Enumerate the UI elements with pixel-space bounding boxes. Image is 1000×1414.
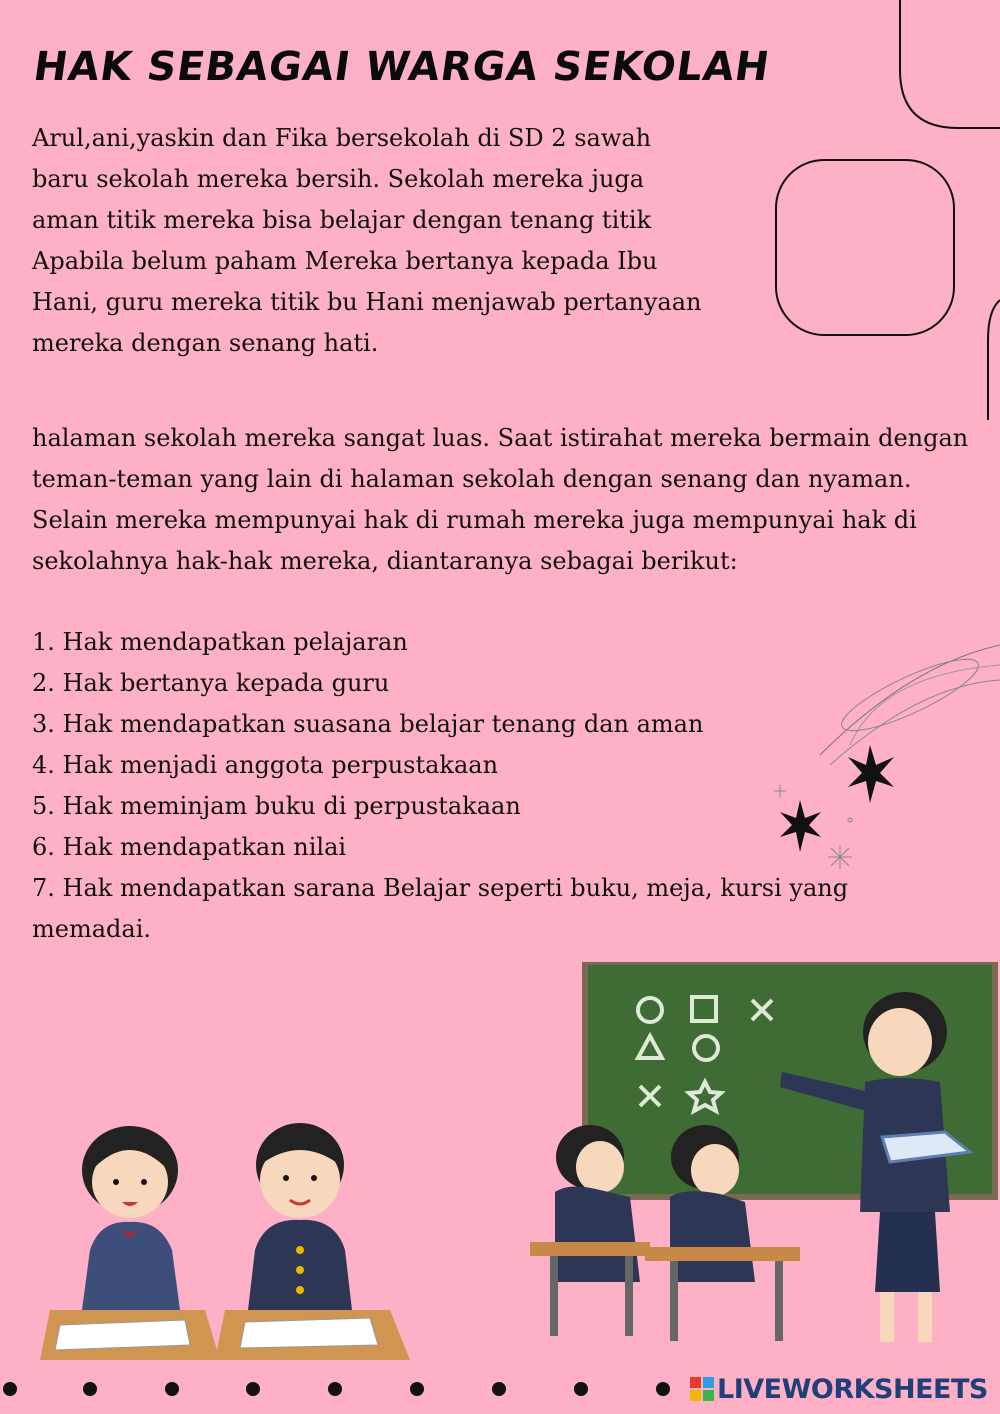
list-item: 1. Hak mendapatkan pelajaran	[32, 628, 408, 656]
list-item: 2. Hak bertanya kepada guru	[32, 669, 390, 697]
list-item: 7. Hak mendapatkan sarana Belajar seperti buku, meja, kursi yang memadai.	[32, 874, 849, 943]
brand-label: LIVEWORKSHEETS	[717, 1374, 988, 1405]
liveworksheets-icon	[690, 1377, 714, 1401]
body-paragraph: halaman sekolah mereka sangat luas. Saat istirahat mereka bermain dengan teman-teman yang lain di halaman sekolah dengan senang dan nyaman. Selain mereka mempunyai hak di rumah mereka juga mempunyai hak di sekolahnya hak-hak mereka, diantaranya sebagai berikut:	[32, 424, 969, 575]
classroom-illustration	[530, 962, 1000, 1362]
footer-dots	[0, 1378, 700, 1402]
list-item: 4. Hak menjadi anggota perpustakaan	[32, 751, 499, 779]
sparkle-icon	[760, 625, 1000, 875]
liveworksheets-logo[interactable]	[690, 1374, 988, 1405]
students-illustration	[40, 1110, 430, 1365]
decorative-frames	[760, 0, 1000, 420]
list-item: 5. Hak meminjam buku di perpustakaan	[32, 792, 521, 820]
list-item: 3. Hak mendapatkan suasana belajar tenang dan aman	[32, 710, 704, 738]
page-title: HAK SEBAGAI WARGA SEKOLAH	[30, 44, 773, 90]
list-item: 6. Hak mendapatkan nilai	[32, 833, 347, 861]
intro-paragraph: Arul,ani,yaskin dan Fika bersekolah di SD 2 sawah baru sekolah mereka bersih. Sekolah mereka juga aman titik mereka bisa belajar dengan tenang titik Apabila belum paham Mereka bertanya kepada Ibu Hani, guru mereka titik bu Hani menjawab pertanyaan mereka dengan senang hati.	[32, 124, 702, 357]
